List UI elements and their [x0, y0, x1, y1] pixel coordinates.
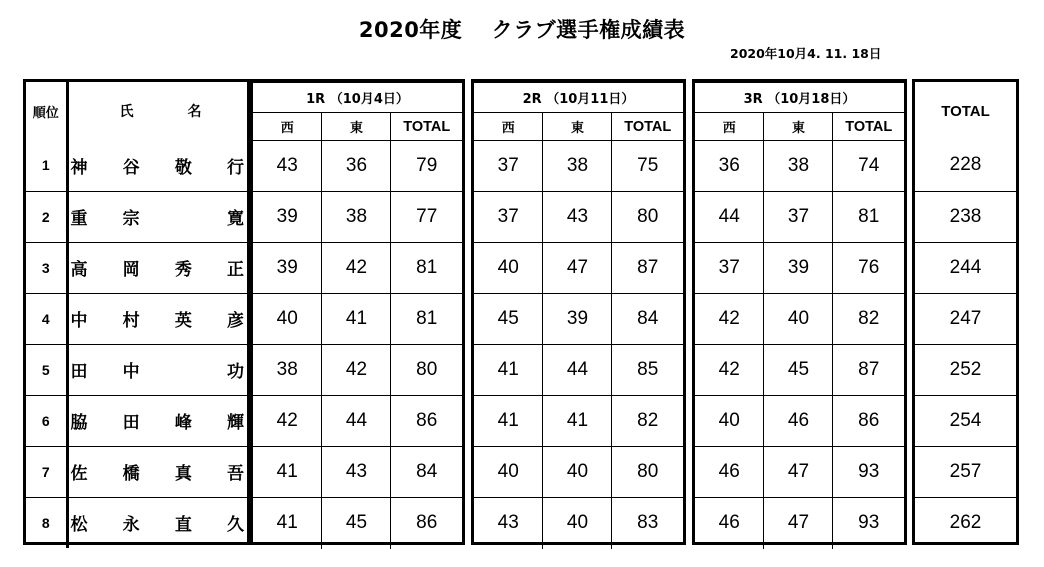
name-char: 橋 — [122, 464, 140, 484]
name-char: 敬 — [174, 157, 192, 178]
table-row — [26, 293, 247, 344]
west-score-cell: 39 — [253, 192, 322, 243]
west-score-cell: 41 — [253, 498, 322, 549]
east-score-cell: 47 — [543, 243, 612, 294]
east-score-cell: 38 — [322, 192, 391, 243]
name-char: 中 — [70, 311, 88, 331]
table-row — [26, 395, 247, 446]
grand-total-cell: 252 — [915, 344, 1016, 395]
round-total-cell: 75 — [612, 141, 683, 192]
name-char: 寛 — [226, 209, 244, 229]
player-name-cell — [67, 344, 247, 395]
table-row — [474, 396, 683, 447]
grand-total-cell: 257 — [915, 446, 1016, 497]
round-total-cell: 82 — [833, 294, 904, 345]
grand-total-header: TOTAL — [941, 102, 990, 120]
grand-total-cell: 247 — [915, 293, 1016, 344]
west-score-cell: 37 — [474, 141, 543, 192]
east-header: 東 — [543, 113, 612, 141]
table-row — [26, 191, 247, 242]
table-row — [474, 447, 683, 498]
name-char: 重 — [70, 209, 88, 229]
round-total-cell: 81 — [833, 192, 904, 243]
name-char: 久 — [226, 515, 244, 536]
west-score-cell: 41 — [474, 345, 543, 396]
round-3-block — [692, 79, 907, 545]
round-total-cell: 76 — [833, 243, 904, 294]
rank-cell: 4 — [26, 293, 67, 344]
name-char: 村 — [122, 311, 140, 331]
name-char: 真 — [174, 464, 192, 484]
name-char: 正 — [226, 260, 244, 280]
round-total-cell: 79 — [391, 141, 462, 192]
west-score-cell: 44 — [695, 192, 764, 243]
table-row — [26, 140, 247, 191]
round-total-cell: 82 — [612, 396, 683, 447]
rank-cell: 6 — [26, 395, 67, 446]
table-row — [253, 141, 462, 192]
grand-total-cell: 254 — [915, 395, 1016, 446]
round-total-cell: 84 — [612, 294, 683, 345]
grand-total-cell: 244 — [915, 242, 1016, 293]
east-score-cell: 37 — [764, 192, 833, 243]
east-score-cell: 46 — [764, 396, 833, 447]
west-score-cell: 45 — [474, 294, 543, 345]
table-row — [253, 447, 462, 498]
grand-total-cell: 262 — [915, 497, 1016, 548]
west-score-cell: 38 — [253, 345, 322, 396]
player-name-cell — [67, 242, 247, 293]
name-header-char: 氏 — [119, 104, 134, 120]
east-score-cell: 40 — [543, 447, 612, 498]
event-dates: 2020年10月4. 11. 18日 — [730, 46, 882, 61]
west-header: 西 — [474, 113, 543, 141]
table-row — [915, 395, 1016, 446]
round-total-cell: 87 — [612, 243, 683, 294]
west-score-cell: 40 — [695, 396, 764, 447]
name-header-char: 名 — [187, 104, 202, 120]
name-char: 谷 — [122, 157, 140, 178]
table-row — [26, 344, 247, 395]
name-char: 中 — [122, 362, 140, 382]
east-score-cell: 41 — [322, 294, 391, 345]
rank-cell: 7 — [26, 446, 67, 497]
rank-cell: 3 — [26, 242, 67, 293]
round-total-cell: 81 — [391, 243, 462, 294]
name-char: 佐 — [70, 464, 88, 484]
east-score-cell: 47 — [764, 447, 833, 498]
table-row — [915, 140, 1016, 191]
rank-cell: 2 — [26, 191, 67, 242]
player-name-cell — [67, 293, 247, 344]
name-char: 直 — [174, 515, 192, 536]
table-row — [474, 141, 683, 192]
west-score-cell: 40 — [474, 243, 543, 294]
west-score-cell: 37 — [695, 243, 764, 294]
round-1-block — [250, 79, 465, 545]
round-total-header: TOTAL — [833, 113, 904, 141]
name-char: 輝 — [226, 413, 244, 433]
east-score-cell: 43 — [322, 447, 391, 498]
east-score-cell: 38 — [764, 141, 833, 192]
east-score-cell: 45 — [764, 345, 833, 396]
east-score-cell: 47 — [764, 498, 833, 549]
table-row — [695, 396, 904, 447]
east-score-cell: 40 — [764, 294, 833, 345]
table-row — [474, 294, 683, 345]
rank-header: 順位 — [26, 82, 67, 140]
round-total-cell: 81 — [391, 294, 462, 345]
table-row — [915, 293, 1016, 344]
west-score-cell: 39 — [253, 243, 322, 294]
west-score-cell: 40 — [474, 447, 543, 498]
west-score-cell: 36 — [695, 141, 764, 192]
round-2-block — [471, 79, 686, 545]
round-total-cell: 83 — [612, 498, 683, 549]
east-score-cell: 42 — [322, 345, 391, 396]
round-total-cell: 86 — [391, 498, 462, 549]
round-total-cell: 86 — [833, 396, 904, 447]
west-score-cell: 46 — [695, 498, 764, 549]
round-label: 3R （10月18日） — [695, 83, 904, 113]
west-score-cell: 46 — [695, 447, 764, 498]
name-char: 宗 — [122, 209, 140, 229]
player-name-cell — [67, 395, 247, 446]
table-row — [695, 447, 904, 498]
table-row — [26, 497, 247, 548]
table-row — [26, 242, 247, 293]
east-score-cell: 39 — [543, 294, 612, 345]
name-char: 脇 — [70, 413, 88, 433]
west-score-cell: 41 — [474, 396, 543, 447]
round-total-cell: 80 — [612, 192, 683, 243]
round-total-cell: 77 — [391, 192, 462, 243]
table-row — [253, 345, 462, 396]
table-row — [474, 498, 683, 549]
name-char: 行 — [226, 157, 244, 178]
name-char: 功 — [226, 362, 244, 382]
table-row — [253, 396, 462, 447]
table-row — [695, 141, 904, 192]
name-char: 吾 — [226, 464, 244, 484]
table-row — [474, 243, 683, 294]
round-total-header: TOTAL — [612, 113, 683, 141]
name-char: 松 — [70, 515, 88, 536]
table-row — [695, 192, 904, 243]
round-total-cell: 87 — [833, 345, 904, 396]
round-total-cell: 86 — [391, 396, 462, 447]
name-char: 高 — [70, 260, 88, 280]
table-row — [253, 243, 462, 294]
table-row — [474, 345, 683, 396]
round-label: 2R （10月11日） — [474, 83, 683, 113]
west-score-cell: 42 — [253, 396, 322, 447]
west-score-cell: 37 — [474, 192, 543, 243]
table-row — [695, 345, 904, 396]
name-char: 彦 — [226, 311, 244, 331]
round-total-cell: 84 — [391, 447, 462, 498]
rank-cell: 8 — [26, 497, 67, 548]
name-block — [23, 79, 250, 545]
name-char: 英 — [174, 311, 192, 331]
document-title: 2020年度 クラブ選手権成績表 — [358, 18, 686, 42]
east-score-cell: 42 — [322, 243, 391, 294]
east-score-cell: 36 — [322, 141, 391, 192]
table-row — [474, 192, 683, 243]
grand-total-cell: 228 — [915, 140, 1016, 191]
name-char: 田 — [122, 413, 140, 433]
east-score-cell: 44 — [322, 396, 391, 447]
name-char: 峰 — [174, 413, 192, 433]
east-header: 東 — [322, 113, 391, 141]
rank-cell: 5 — [26, 344, 67, 395]
player-name-cell — [67, 446, 247, 497]
west-score-cell: 42 — [695, 294, 764, 345]
table-row — [253, 294, 462, 345]
east-score-cell: 44 — [543, 345, 612, 396]
table-row — [26, 446, 247, 497]
round-total-cell: 80 — [612, 447, 683, 498]
table-row — [915, 191, 1016, 242]
table-row — [915, 344, 1016, 395]
east-score-cell: 41 — [543, 396, 612, 447]
player-name-cell — [67, 140, 247, 191]
name-char: 岡 — [122, 260, 140, 280]
round-total-header: TOTAL — [391, 113, 462, 141]
table-row — [695, 294, 904, 345]
name-char: 秀 — [174, 260, 192, 280]
player-name-cell — [67, 497, 247, 548]
west-score-cell: 42 — [695, 345, 764, 396]
east-score-cell: 39 — [764, 243, 833, 294]
name-char: 永 — [122, 515, 140, 536]
table-row — [915, 497, 1016, 548]
round-total-cell: 80 — [391, 345, 462, 396]
table-row — [915, 446, 1016, 497]
east-score-cell: 38 — [543, 141, 612, 192]
west-score-cell: 43 — [253, 141, 322, 192]
name-char: 田 — [70, 362, 88, 382]
east-score-cell: 43 — [543, 192, 612, 243]
east-score-cell: 40 — [543, 498, 612, 549]
west-score-cell: 43 — [474, 498, 543, 549]
east-header: 東 — [764, 113, 833, 141]
table-row — [253, 498, 462, 549]
west-header: 西 — [253, 113, 322, 141]
table-row — [695, 498, 904, 549]
west-header: 西 — [695, 113, 764, 141]
name-header — [67, 82, 247, 140]
west-score-cell: 40 — [253, 294, 322, 345]
west-score-cell: 41 — [253, 447, 322, 498]
name-char: 神 — [70, 157, 88, 178]
table-row — [915, 242, 1016, 293]
player-name-cell — [67, 191, 247, 242]
grand-total-block — [912, 79, 1019, 545]
table-row — [695, 243, 904, 294]
round-label: 1R （10月4日） — [253, 83, 462, 113]
round-total-cell: 93 — [833, 498, 904, 549]
round-total-cell: 93 — [833, 447, 904, 498]
round-total-cell: 85 — [612, 345, 683, 396]
rank-cell: 1 — [26, 140, 67, 191]
round-total-cell: 74 — [833, 141, 904, 192]
table-row — [253, 192, 462, 243]
east-score-cell: 45 — [322, 498, 391, 549]
grand-total-cell: 238 — [915, 191, 1016, 242]
